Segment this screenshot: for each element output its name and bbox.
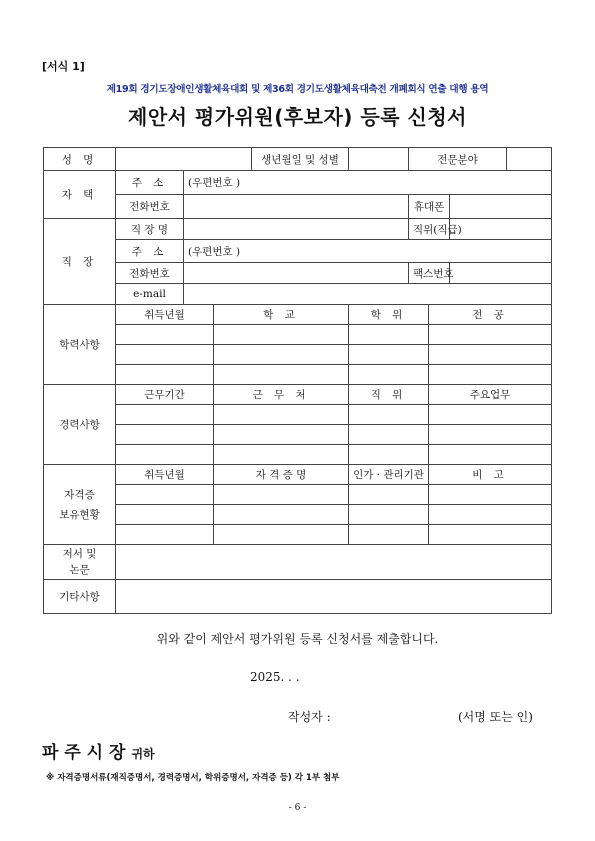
education-label: 학력사항 — [44, 305, 116, 385]
submission-date[interactable]: 2025. . . — [250, 670, 300, 684]
birth-label: 생년월일 및 성별 — [252, 148, 349, 171]
fax-label: 팩스번호 — [409, 263, 450, 284]
page-title: 제안서 평가위원(후보자) 등록 신청서 — [128, 105, 467, 129]
education-row — [44, 365, 552, 385]
education-row — [44, 345, 552, 365]
specialty-field[interactable] — [507, 148, 552, 171]
other-row — [44, 580, 552, 614]
education-col-school: 학 교 — [214, 305, 349, 325]
certification-label-line1: 자격증 — [64, 488, 95, 501]
home-phone-field[interactable] — [184, 195, 409, 219]
career-label: 경력사항 — [44, 385, 116, 465]
certification-label-line2: 보유현황 — [59, 508, 100, 521]
certification-col-date: 취득년월 — [116, 465, 214, 485]
certification-header-row — [44, 465, 552, 485]
fax-field[interactable] — [450, 263, 552, 284]
home-phone-label: 전화번호 — [116, 195, 184, 219]
name-field[interactable] — [116, 148, 252, 171]
work-address-field[interactable]: (우편번호 ) — [184, 240, 552, 263]
education-col-date: 취득년월 — [116, 305, 214, 325]
writer-label: 작성자 : — [288, 710, 331, 724]
workplace-label: 직 장 명 — [116, 219, 184, 240]
name-label: 성 명 — [44, 148, 116, 171]
name-row — [44, 148, 552, 171]
application-form-table — [43, 147, 552, 614]
publications-label — [44, 545, 116, 580]
publications-field[interactable] — [116, 545, 552, 580]
publications-label-line2: 논문 — [69, 564, 90, 576]
education-col-major: 전 공 — [429, 305, 552, 325]
work-phone-field[interactable] — [184, 263, 409, 284]
position-field[interactable] — [450, 219, 552, 240]
declaration-text: 위와 같이 제안서 평가위원 등록 신청서를 제출합니다. — [156, 632, 439, 646]
home-address-label: 주 소 — [116, 171, 184, 195]
attachment-note: ※ 자격증명서류(재직증명서, 경력증명서, 학위증명서, 자격증 등) 각 1부 첨부 — [46, 773, 340, 783]
mobile-label: 휴대폰 — [409, 195, 450, 219]
email-label: e-mail — [116, 284, 184, 305]
recipient-name: 파 주 시 장 — [42, 743, 126, 763]
mobile-field[interactable] — [450, 195, 552, 219]
career-header-row — [44, 385, 552, 405]
other-label: 기타사항 — [44, 580, 116, 614]
email-row — [44, 284, 552, 305]
education-col-degree: 학 위 — [349, 305, 429, 325]
career-col-duties: 주요업무 — [429, 385, 552, 405]
career-col-position: 직 위 — [349, 385, 429, 405]
workplace-row — [44, 219, 552, 240]
career-row — [44, 425, 552, 445]
home-address-row — [44, 171, 552, 195]
recipient — [42, 738, 155, 763]
work-phone-row — [44, 263, 552, 284]
certification-label — [44, 465, 116, 545]
work-label: 직 장 — [44, 219, 116, 305]
certification-col-remarks: 비 고 — [429, 465, 552, 485]
work-phone-label: 전화번호 — [116, 263, 184, 284]
certification-row — [44, 505, 552, 525]
work-address-row — [44, 240, 552, 263]
project-subtitle: 제19회 경기도장애인생활체육대회 및 제36회 경기도생활체육대축전 개폐회식 연출 대행 용역 — [106, 84, 489, 95]
certification-row — [44, 485, 552, 505]
work-address-label: 주 소 — [116, 240, 184, 263]
education-header-row — [44, 305, 552, 325]
publications-label-line1: 저서 및 — [62, 548, 97, 560]
signature-hint: (서명 또는 인) — [458, 710, 533, 724]
career-row — [44, 405, 552, 425]
home-address-field[interactable]: (우편번호 ) — [184, 171, 552, 195]
other-field[interactable] — [116, 580, 552, 614]
workplace-field[interactable] — [184, 219, 409, 240]
certification-col-issuer: 인가 · 관리기관 — [349, 465, 429, 485]
certification-row — [44, 525, 552, 545]
career-row — [44, 445, 552, 465]
career-col-period: 근무기간 — [116, 385, 214, 405]
publications-row — [44, 545, 552, 580]
birth-field[interactable] — [349, 148, 409, 171]
home-label: 자 택 — [44, 171, 116, 219]
specialty-label: 전문분야 — [409, 148, 507, 171]
page-number: - 6 - — [288, 803, 307, 813]
form-label: [서식 1] — [42, 60, 85, 73]
career-col-employer: 근 무 처 — [214, 385, 349, 405]
home-phone-row — [44, 195, 552, 219]
education-row — [44, 325, 552, 345]
recipient-suffix: 귀하 — [131, 747, 155, 761]
certification-col-name: 자 격 증 명 — [214, 465, 349, 485]
position-label: 직위(직급) — [409, 219, 450, 240]
email-field[interactable] — [184, 284, 552, 305]
